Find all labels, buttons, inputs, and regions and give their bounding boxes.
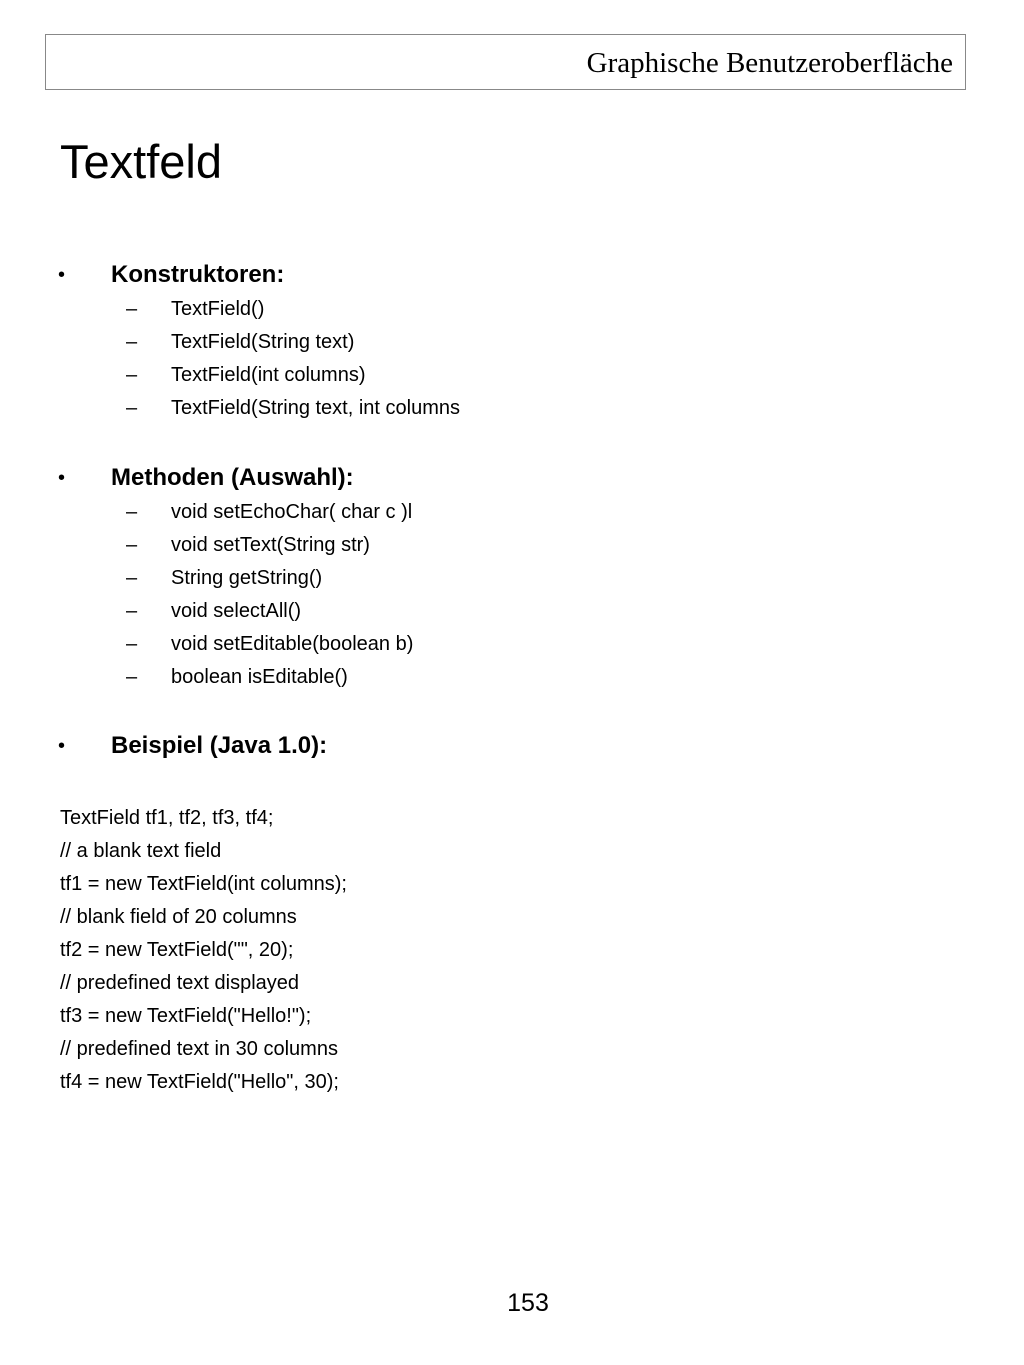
- list-item: [0, 296, 1024, 329]
- section-label: Methoden (Auswahl):: [111, 464, 354, 491]
- bullet-icon: •: [58, 735, 66, 757]
- dash-icon: –: [126, 666, 138, 688]
- header-box: [45, 34, 966, 90]
- dash-icon: –: [126, 298, 138, 320]
- dash-icon: –: [126, 600, 138, 622]
- list-item-text: TextField(String text, int columns: [171, 397, 460, 419]
- list-item-text: boolean isEditable(): [171, 666, 348, 688]
- list-item: [0, 532, 1024, 565]
- dash-icon: –: [126, 364, 138, 386]
- list-item-text: void setEchoChar( char c )l: [171, 501, 413, 523]
- dash-icon: –: [126, 501, 138, 523]
- code-line: TextField tf1, tf2, tf3, tf4;: [60, 807, 274, 829]
- dash-icon: –: [126, 331, 138, 353]
- page-number: 153: [507, 1289, 549, 1317]
- dash-icon: –: [126, 534, 138, 556]
- list-item-text: String getString(): [171, 567, 323, 589]
- section-heading: [0, 260, 1024, 290]
- bullet-icon: •: [58, 467, 66, 489]
- dash-icon: –: [126, 567, 138, 589]
- dash-icon: –: [126, 397, 138, 419]
- method-list: [0, 499, 1024, 697]
- code-line: // blank field of 20 columns: [60, 906, 297, 928]
- list-item: [0, 565, 1024, 598]
- list-item-text: TextField(int columns): [171, 364, 366, 386]
- list-item: [0, 395, 1024, 428]
- code-example: [60, 805, 347, 1102]
- code-line: // a blank text field: [60, 840, 222, 862]
- code-line: tf2 = new TextField("", 20);: [60, 939, 294, 961]
- section-label: Konstruktoren:: [111, 261, 285, 288]
- list-item-text: void selectAll(): [171, 600, 302, 622]
- list-item-text: TextField(String text): [171, 331, 355, 353]
- dash-icon: –: [126, 633, 138, 655]
- list-item: [0, 664, 1024, 697]
- code-line: tf3 = new TextField("Hello!");: [60, 1005, 312, 1027]
- list-item-text: void setEditable(boolean b): [171, 633, 414, 655]
- code-line: tf1 = new TextField(int columns);: [60, 873, 347, 895]
- header-title: Graphische Benutzeroberfläche: [586, 47, 953, 79]
- section-example: [0, 731, 1024, 761]
- list-item: [0, 329, 1024, 362]
- section-heading: [0, 731, 1024, 761]
- bullet-icon: •: [58, 264, 66, 286]
- section-methods: [0, 463, 1024, 697]
- list-item-text: TextField(): [171, 298, 265, 320]
- section-label: Beispiel (Java 1.0):: [111, 732, 328, 759]
- list-item: [0, 499, 1024, 532]
- constructor-list: [0, 296, 1024, 428]
- section-constructors: [0, 260, 1024, 428]
- list-item: [0, 631, 1024, 664]
- code-line: tf4 = new TextField("Hello", 30);: [60, 1071, 339, 1093]
- code-line: // predefined text in 30 columns: [60, 1038, 338, 1060]
- section-heading: [0, 463, 1024, 493]
- list-item-text: void setText(String str): [171, 534, 370, 556]
- page-title: Textfeld: [60, 135, 222, 188]
- list-item: [0, 598, 1024, 631]
- list-item: [0, 362, 1024, 395]
- code-line: // predefined text displayed: [60, 972, 300, 994]
